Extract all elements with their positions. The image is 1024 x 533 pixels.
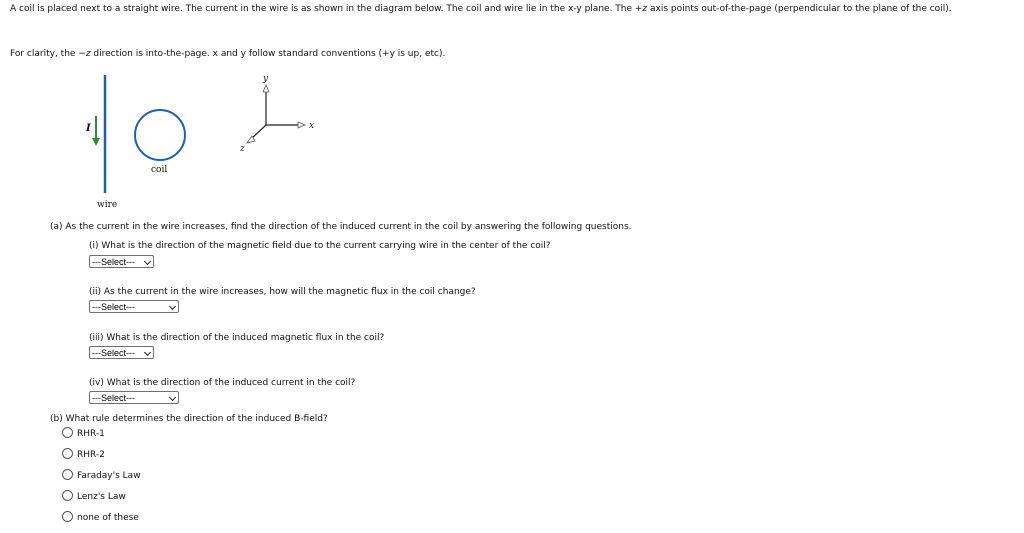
clarity-text-a: For clarity, the	[10, 49, 79, 59]
option-lenzs-law[interactable]	[62, 490, 126, 504]
question-ii-select-value: ---Select---	[92, 302, 135, 312]
option-label: RHR-2	[77, 450, 105, 460]
z-axis-label: z	[240, 144, 245, 154]
question-iv-label: (iv) What is the direction of the induced current in the coil?	[89, 378, 356, 388]
option-faradays-law[interactable]	[62, 469, 141, 483]
clarity-axis: −z	[78, 49, 91, 59]
question-iii-select[interactable]	[89, 346, 154, 359]
wire-label: wire	[97, 200, 118, 210]
question-iv-select-value: ---Select---	[92, 393, 135, 403]
y-axis-arrowhead	[263, 85, 269, 92]
question-i-label: (i) What is the direction of the magnetic field due to the current carrying wire in the center of the coil?	[89, 241, 551, 251]
option-label: Lenz's Law	[77, 492, 126, 502]
question-iv-select[interactable]	[89, 391, 179, 404]
x-axis-label: x	[309, 121, 315, 131]
radio-button[interactable]	[62, 448, 73, 459]
option-label: RHR-1	[77, 429, 105, 439]
chevron-down-icon	[144, 258, 151, 265]
question-ii-label: (ii) As the current in the wire increases, how will the magnetic flux in the coil change?	[89, 287, 476, 297]
current-label: I	[86, 123, 91, 134]
option-rhr-1[interactable]	[62, 427, 105, 441]
clarity-text-c: direction is into-the-page. x and y follow standard conventions (+y is up, etc).	[90, 49, 446, 59]
wire-coil-diagram	[0, 0, 1024, 215]
chevron-down-icon	[169, 303, 176, 310]
part-b-heading: (b) What rule determines the direction of the induced B-field?	[50, 414, 328, 424]
option-label: none of these	[77, 513, 139, 523]
part-a-heading: (a) As the current in the wire increases, find the direction of the induced current in the coil by answering the following questions.	[50, 222, 632, 232]
current-arrow-head	[92, 138, 100, 146]
question-ii-select[interactable]	[89, 300, 179, 313]
option-rhr-2[interactable]	[62, 448, 105, 462]
option-label: Faraday's Law	[77, 471, 141, 481]
question-iii-label: (iii) What is the direction of the induced magnetic flux in the coil?	[89, 333, 385, 343]
intro-text-a: A coil is placed next to a straight wire. The current in the wire is as shown in the diagram below. The coil and wire lie in the x-y plane. The	[10, 4, 635, 14]
y-axis-label: y	[263, 74, 269, 84]
question-i-select[interactable]	[89, 255, 154, 268]
question-iii-select-value: ---Select---	[92, 348, 135, 358]
chevron-down-icon	[169, 394, 176, 401]
intro-axis-z: +z	[634, 4, 648, 14]
radio-button[interactable]	[62, 469, 73, 480]
chevron-down-icon	[144, 349, 151, 356]
x-axis-arrowhead	[298, 122, 305, 128]
coil-label: coil	[151, 165, 168, 175]
question-i-select-value: ---Select---	[92, 257, 135, 267]
option-none-of-these[interactable]	[62, 511, 139, 525]
intro-text-c: axis points out-of-the-page (perpendicular to the plane of the coil).	[647, 4, 952, 14]
coil-circle	[135, 110, 185, 160]
radio-button[interactable]	[62, 490, 73, 501]
radio-button[interactable]	[62, 427, 73, 438]
radio-button[interactable]	[62, 511, 73, 522]
